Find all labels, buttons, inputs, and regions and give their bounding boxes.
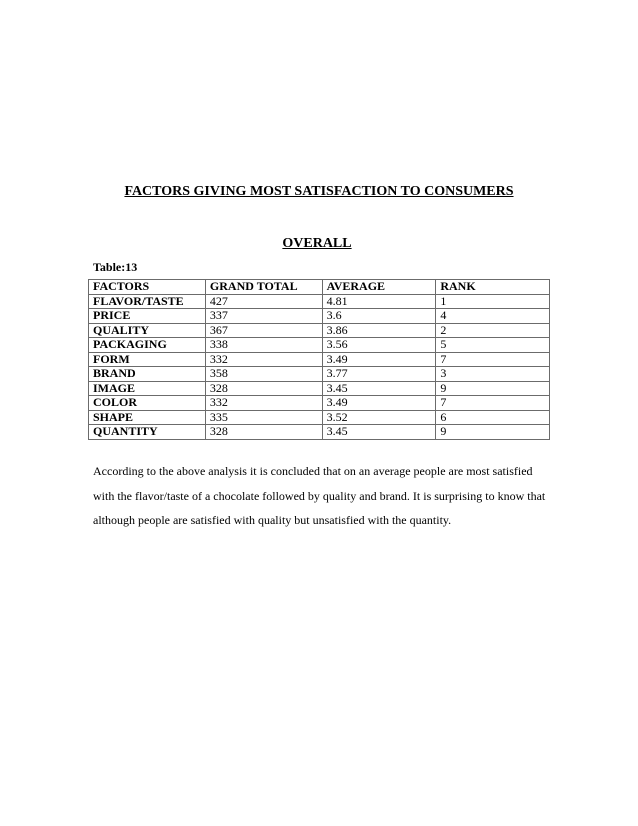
- grand-total-cell: 358: [205, 367, 322, 382]
- sub-heading-text: OVERALL: [282, 236, 352, 251]
- table-row: [89, 396, 550, 411]
- rank-cell: 3: [436, 367, 550, 382]
- table-row: [89, 425, 550, 440]
- table-row: [89, 352, 550, 367]
- average-cell: 3.77: [322, 367, 436, 382]
- average-cell: 4.81: [322, 294, 436, 309]
- average-cell: 3.52: [322, 410, 436, 425]
- factor-cell: FLAVOR/TASTE: [89, 294, 206, 309]
- factor-cell: FORM: [89, 352, 206, 367]
- factor-cell: COLOR: [89, 396, 206, 411]
- average-cell: 3.56: [322, 338, 436, 353]
- rank-cell: 4: [436, 309, 550, 324]
- average-cell: 3.45: [322, 381, 436, 396]
- conclusion-paragraph: According to the above analysis it is concluded that on an average people are most satisfied with the flavor/taste of a chocolate followed by quality and brand. It is surprising to know that although people are satisfied with quality but unsatisfied with the quantity.: [93, 464, 546, 527]
- header-average: AVERAGE: [322, 280, 436, 295]
- factor-cell: PRICE: [89, 309, 206, 324]
- table-header-row: [89, 280, 550, 295]
- satisfaction-table: [88, 279, 550, 440]
- factor-cell: PACKAGING: [89, 338, 206, 353]
- rank-cell: 7: [436, 352, 550, 367]
- table-row: [89, 323, 550, 338]
- average-cell: 3.45: [322, 425, 436, 440]
- factor-cell: BRAND: [89, 367, 206, 382]
- grand-total-cell: 335: [205, 410, 322, 425]
- table-body: [89, 294, 550, 439]
- average-cell: 3.86: [322, 323, 436, 338]
- table-row: [89, 381, 550, 396]
- table-row: [89, 367, 550, 382]
- factor-cell: QUALITY: [89, 323, 206, 338]
- grand-total-cell: 337: [205, 309, 322, 324]
- table-row: [89, 338, 550, 353]
- table-caption: Table:13: [93, 260, 138, 274]
- grand-total-cell: 328: [205, 425, 322, 440]
- average-cell: 3.49: [322, 396, 436, 411]
- sub-heading: [0, 236, 638, 252]
- header-factors: FACTORS: [89, 280, 206, 295]
- main-heading: FACTORS GIVING MOST SATISFACTION TO CONSUMERS: [124, 184, 514, 199]
- grand-total-cell: 332: [205, 396, 322, 411]
- rank-cell: 7: [436, 396, 550, 411]
- header-rank: RANK: [436, 280, 550, 295]
- grand-total-cell: 338: [205, 338, 322, 353]
- factor-cell: SHAPE: [89, 410, 206, 425]
- average-cell: 3.6: [322, 309, 436, 324]
- table-row: [89, 294, 550, 309]
- rank-cell: 9: [436, 381, 550, 396]
- grand-total-cell: 367: [205, 323, 322, 338]
- rank-cell: 5: [436, 338, 550, 353]
- table-row: [89, 309, 550, 324]
- table-row: [89, 410, 550, 425]
- grand-total-cell: 332: [205, 352, 322, 367]
- grand-total-cell: 427: [205, 294, 322, 309]
- grand-total-cell: 328: [205, 381, 322, 396]
- factor-cell: IMAGE: [89, 381, 206, 396]
- rank-cell: 9: [436, 425, 550, 440]
- factor-cell: QUANTITY: [89, 425, 206, 440]
- rank-cell: 6: [436, 410, 550, 425]
- rank-cell: 2: [436, 323, 550, 338]
- rank-cell: 1: [436, 294, 550, 309]
- average-cell: 3.49: [322, 352, 436, 367]
- header-grand-total: GRAND TOTAL: [205, 280, 322, 295]
